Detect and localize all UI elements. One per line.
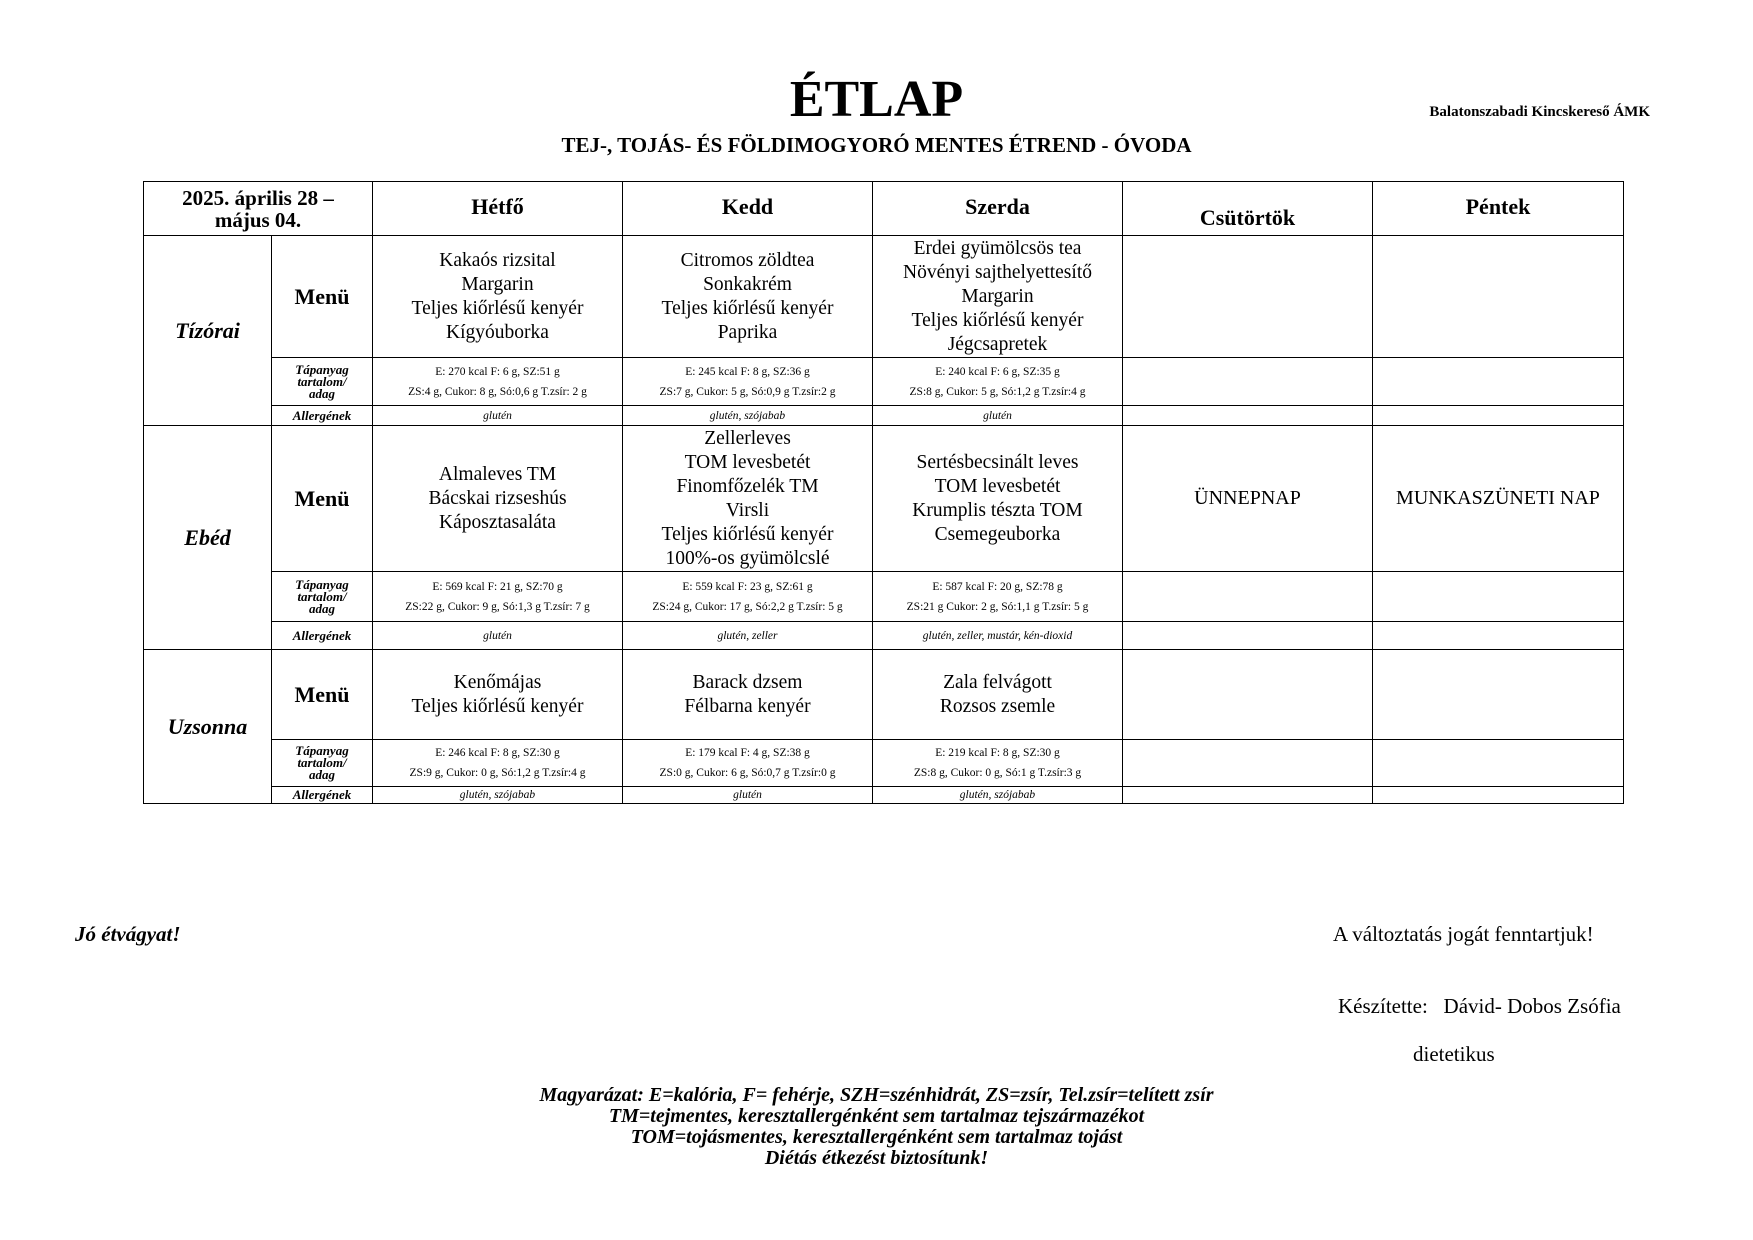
nutrition-line: E: 219 kcal F: 8 g, SZ:30 g [935, 747, 1060, 759]
dish-item: Erdei gyümölcsös tea [913, 237, 1082, 259]
nutrition-label [272, 572, 373, 622]
nutrition-cell [623, 358, 873, 406]
nutrition-label [272, 358, 373, 406]
nutrition-line: ZS:8 g, Cukor: 0 g, Só:1 g T.zsír:3 g [913, 767, 1082, 779]
menu-cell [623, 236, 873, 358]
date-range-start: 2025. április 28 – [182, 185, 334, 210]
meal-name: Tízórai [144, 236, 272, 426]
nutrition-line: ZS:4 g, Cukor: 8 g, Só:0,6 g T.zsír: 2 g [408, 385, 587, 398]
nutrition-line: E: 587 kcal F: 20 g, SZ:78 g [932, 580, 1063, 593]
allergen-cell: glutén, zeller, mustár, kén-dioxid [873, 622, 1123, 650]
nutrition-label-line: tartalom/ [297, 373, 347, 389]
nutrition-line: E: 179 kcal F: 4 g, SZ:38 g [685, 747, 810, 759]
dish-item: Teljes kiőrlésű kenyér [661, 297, 834, 319]
menu-cell [1123, 650, 1373, 740]
menu-label: Menü [272, 650, 373, 740]
dish-item: Kakaós rizsital [439, 249, 556, 271]
dish-item: Növényi sajthelyettesítő [902, 261, 1092, 283]
dish-item: Teljes kiőrlésű kenyér [911, 309, 1084, 331]
allergen-row [144, 787, 1624, 804]
dish-item: Sonkakrém [703, 273, 792, 295]
day-header-wednesday: Szerda [873, 182, 1123, 236]
allergen-cell: glutén [373, 406, 623, 426]
nutrition-label-line: tartalom/ [297, 755, 347, 770]
organization-name: Balatonszabadi Kincskereső ÁMK [1429, 104, 1650, 120]
date-range-end: május 04. [214, 207, 302, 232]
menu-cell [1373, 650, 1624, 740]
allergen-cell: glutén, zeller [623, 622, 873, 650]
author-line: Készítette: Dávid- Dobos Zsófia [1338, 994, 1621, 1018]
nutrition-cell [373, 358, 623, 406]
allergen-cell: glutén [623, 787, 873, 804]
nutrition-label-line: adag [309, 600, 335, 616]
legend-line: TOM=tojásmentes, keresztallergénként sem tartalmaz tojást [630, 1126, 1123, 1148]
dish-item: Jégcsapretek [947, 333, 1048, 355]
menu-cell [1373, 236, 1624, 358]
allergen-cell [1373, 787, 1624, 804]
meal-name: Uzsonna [144, 650, 272, 804]
dish-item: Teljes kiőrlésű kenyér [411, 695, 584, 717]
allergen-cell: glutén [873, 406, 1123, 426]
nutrition-label-line: Tápanyag [295, 743, 349, 758]
nutrition-cell [1123, 358, 1373, 406]
nutrition-cell [373, 740, 623, 787]
dish-item: Kenőmájas [453, 671, 542, 693]
menu-cell [873, 426, 1123, 572]
allergen-cell [1373, 406, 1624, 426]
nutrition-cell [623, 572, 873, 622]
nutrition-line: E: 245 kcal F: 8 g, SZ:36 g [685, 365, 810, 378]
menu-row [144, 650, 1624, 740]
allergen-cell [1123, 787, 1373, 804]
meal-name: Ebéd [144, 426, 272, 650]
dish-item: Finomfőzelék TM [676, 475, 819, 497]
nutrition-line: E: 559 kcal F: 23 g, SZ:61 g [682, 580, 813, 593]
allergen-cell [1373, 622, 1624, 650]
nutrition-line: ZS:22 g, Cukor: 9 g, Só:1,3 g T.zsír: 7 g [405, 600, 590, 613]
menu-cell [873, 236, 1123, 358]
dish-item: Zala felvágott [943, 671, 1052, 693]
dish-item: ÜNNEPNAP [1194, 487, 1301, 509]
menu-row [144, 426, 1624, 572]
nutrition-label-line: adag [309, 385, 335, 401]
menu-cell [623, 426, 873, 572]
dish-item: Zellerleves [704, 427, 791, 449]
dish-item: Citromos zöldtea [680, 249, 815, 271]
day-header-thursday: Csütörtök [1123, 182, 1373, 236]
nutrition-line: ZS:21 g Cukor: 2 g, Só:1,1 g T.zsír: 5 g [906, 600, 1089, 613]
dish-item: Barack dzsem [692, 671, 803, 693]
nutrition-row [144, 572, 1624, 622]
nutrition-cell [1123, 740, 1373, 787]
nutrition-cell [1373, 572, 1624, 622]
menu-cell [373, 236, 623, 358]
allergens-label: Allergének [272, 622, 373, 650]
date-range-cell [144, 182, 373, 236]
nutrition-cell [623, 740, 873, 787]
day-header-monday: Hétfő [373, 182, 623, 236]
menu-cell [1123, 426, 1373, 572]
dish-item: Almaleves TM [438, 463, 557, 485]
nutrition-line: ZS:8 g, Cukor: 5 g, Só:1,2 g T.zsír:4 g [909, 385, 1086, 398]
nutrition-label-line: tartalom/ [297, 588, 347, 604]
menu-cell [373, 650, 623, 740]
nutrition-line: ZS:0 g, Cukor: 6 g, Só:0,7 g T.zsír:0 g [659, 767, 836, 779]
day-header-friday: Péntek [1373, 182, 1624, 236]
nutrition-line: E: 270 kcal F: 6 g, SZ:51 g [435, 365, 560, 378]
allergen-row [144, 622, 1624, 650]
nutrition-label-line: adag [309, 767, 335, 782]
page-title: ÉTLAP [789, 71, 964, 128]
allergen-row [144, 406, 1624, 426]
nutrition-cell [873, 740, 1123, 787]
nutrition-cell [373, 572, 623, 622]
dish-item: Rozsos zsemle [939, 695, 1056, 717]
menu-cell [873, 650, 1123, 740]
header-row [144, 182, 1624, 236]
author-role: dietetikus [1413, 1042, 1495, 1066]
allergens-label: Allergének [272, 787, 373, 804]
nutrition-label-line: Tápanyag [295, 576, 349, 592]
dish-item: Teljes kiőrlésű kenyér [661, 523, 834, 545]
nutrition-cell [873, 572, 1123, 622]
legend-line: Magyarázat: E=kalória, F= fehérje, SZH=szénhidrát, ZS=zsír, Tel.zsír=telített zsír [539, 1084, 1214, 1106]
menu-cell [373, 426, 623, 572]
nutrition-label [272, 740, 373, 787]
appetite-wish: Jó étvágyat! [75, 922, 181, 946]
dish-item: Káposztasaláta [439, 511, 556, 533]
dish-item: Krumplis tészta TOM [912, 499, 1083, 521]
allergen-cell [1123, 622, 1373, 650]
nutrition-line: E: 569 kcal F: 21 g, SZ:70 g [432, 580, 563, 593]
nutrition-line: ZS:9 g, Cukor: 0 g, Só:1,2 g T.zsír:4 g [409, 767, 586, 779]
menu-cell [1373, 426, 1624, 572]
nutrition-cell [1373, 358, 1624, 406]
dish-item: Margarin [461, 273, 534, 295]
page-subtitle: TEJ-, TOJÁS- ÉS FÖLDIMOGYORÓ MENTES ÉTREND - ÓVODA [561, 133, 1192, 157]
nutrition-line: ZS:24 g, Cukor: 17 g, Só:2,2 g T.zsír: 5 g [652, 600, 843, 613]
allergen-cell: glutén, szójabab [873, 787, 1123, 804]
menu-label: Menü [272, 236, 373, 358]
menu-table [143, 181, 1624, 804]
disclaimer: A változtatás jogát fenntartjuk! [1333, 922, 1594, 946]
nutrition-line: E: 246 kcal F: 8 g, SZ:30 g [435, 747, 560, 759]
dish-item: Paprika [717, 321, 778, 343]
dish-item: Bácskai rizseshús [428, 487, 567, 509]
dish-item: Teljes kiőrlésű kenyér [411, 297, 584, 319]
allergen-cell: glutén [373, 622, 623, 650]
dish-item: Margarin [961, 285, 1034, 307]
legend-line: TM=tejmentes, keresztallergénként sem tartalmaz tejszármazékot [608, 1105, 1145, 1127]
nutrition-row [144, 358, 1624, 406]
menu-cell [623, 650, 873, 740]
nutrition-line: ZS:7 g, Cukor: 5 g, Só:0,9 g T.zsír:2 g [659, 385, 836, 398]
dish-item: Kígyóuborka [446, 321, 549, 343]
day-header-tuesday: Kedd [623, 182, 873, 236]
menu-cell [1123, 236, 1373, 358]
dish-item: MUNKASZÜNETI NAP [1396, 487, 1600, 509]
dish-item: TOM levesbetét [684, 451, 811, 473]
nutrition-line: E: 240 kcal F: 6 g, SZ:35 g [935, 365, 1060, 378]
dish-item: Félbarna kenyér [684, 695, 811, 717]
dish-item: Csemegeuborka [934, 523, 1061, 545]
allergen-cell [1123, 406, 1373, 426]
nutrition-cell [1373, 740, 1624, 787]
dish-item: 100%-os gyümölcslé [665, 547, 830, 569]
menu-table-body [144, 182, 1624, 804]
nutrition-row [144, 740, 1624, 787]
dish-item: TOM levesbetét [934, 475, 1061, 497]
nutrition-label-line: Tápanyag [295, 361, 349, 377]
legend-line: Diétás étkezést biztosítunk! [764, 1147, 989, 1169]
nutrition-cell [1123, 572, 1373, 622]
dish-item: Virsli [725, 499, 770, 521]
dish-item: Sertésbecsinált leves [916, 451, 1079, 473]
allergen-cell: glutén, szójabab [623, 406, 873, 426]
allergens-label: Allergének [272, 406, 373, 426]
menu-row [144, 236, 1624, 358]
legend [0, 1085, 1753, 1169]
allergen-cell: glutén, szójabab [373, 787, 623, 804]
menu-label: Menü [272, 426, 373, 572]
nutrition-cell [873, 358, 1123, 406]
